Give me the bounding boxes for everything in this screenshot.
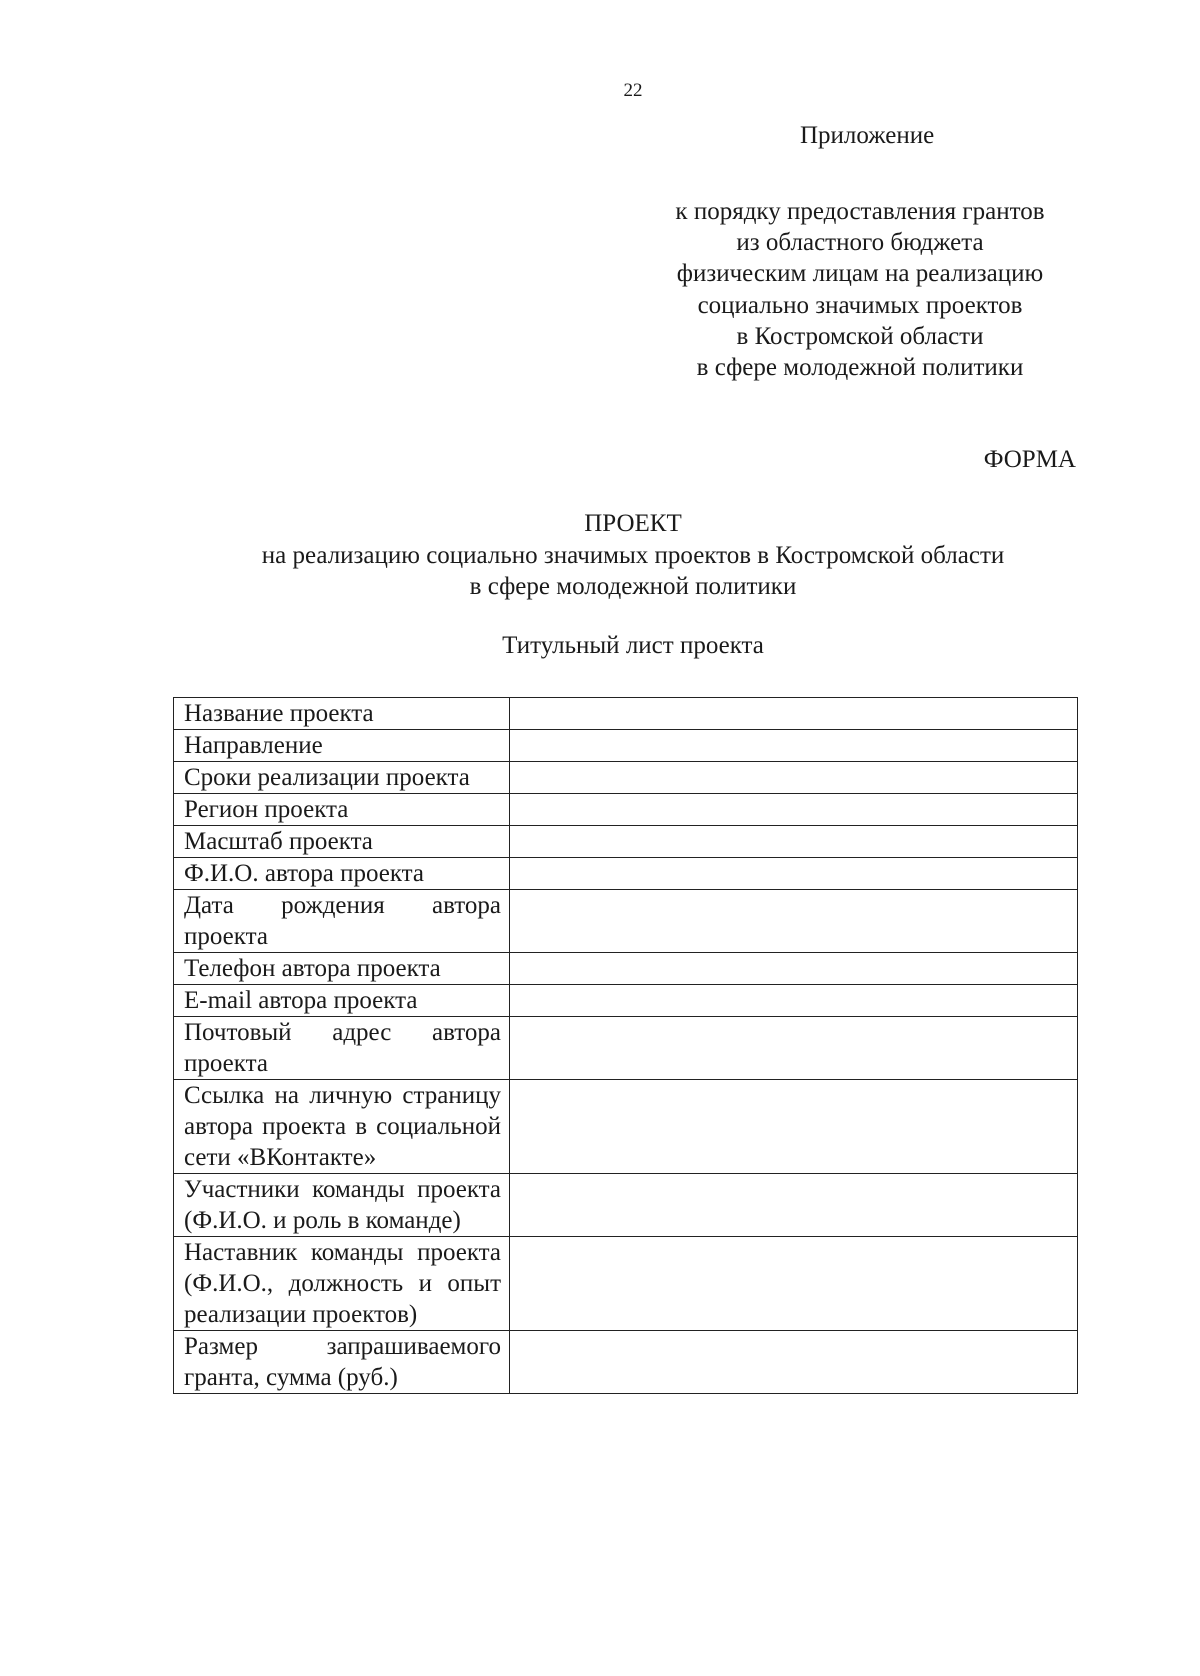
page-number: 22 [623, 80, 643, 101]
table-row [174, 762, 1078, 794]
row-value-cell[interactable] [510, 1174, 1078, 1237]
table-row [174, 730, 1078, 762]
row-value-cell[interactable] [510, 1237, 1078, 1331]
table-row [174, 858, 1078, 890]
row-label: Размер запрашиваемого гранта, сумма (руб.) [174, 1331, 510, 1394]
row-value-cell[interactable] [510, 794, 1078, 826]
row-value-cell[interactable] [510, 953, 1078, 985]
table-row [174, 826, 1078, 858]
row-value-cell[interactable] [510, 890, 1078, 953]
table-row [174, 1331, 1078, 1394]
heading-title: ПРОЕКТ [584, 510, 682, 537]
appendix-block [640, 196, 1080, 383]
row-label: Направление [174, 730, 510, 762]
appendix-title: Приложение [800, 122, 935, 149]
row-label: Участники команды проекта (Ф.И.О. и роль в команде) [174, 1174, 510, 1237]
row-label: Ссылка на личную страницу автора проекта в социальной сети «ВКонтакте» [174, 1080, 510, 1174]
row-label: Наставник команды проекта (Ф.И.О., должность и опыт реализации проектов) [174, 1237, 510, 1331]
row-value-cell[interactable] [510, 826, 1078, 858]
title-sheet-table [173, 697, 1078, 1394]
row-value-cell[interactable] [510, 698, 1078, 730]
row-label: Телефон автора проекта [174, 953, 510, 985]
row-label: Название проекта [174, 698, 510, 730]
row-label: Масштаб проекта [174, 826, 510, 858]
table-row [174, 1237, 1078, 1331]
table-row [174, 890, 1078, 953]
row-label: Дата рождения автора проекта [174, 890, 510, 953]
heading-line: в сфере молодежной политики [469, 573, 797, 600]
appendix-line: из областного бюджета [736, 229, 984, 257]
table-row [174, 985, 1078, 1017]
row-value-cell[interactable] [510, 1080, 1078, 1174]
row-label: Почтовый адрес автора проекта [174, 1017, 510, 1080]
table-row [174, 1080, 1078, 1174]
table-row [174, 1174, 1078, 1237]
appendix-line: социально значимых проектов [697, 291, 1023, 319]
appendix-line: к порядку предоставления грантов [675, 198, 1045, 225]
appendix-line: в сфере молодежной политики [696, 354, 1024, 382]
form-label: ФОРМА [983, 446, 1076, 473]
table-row [174, 698, 1078, 730]
row-label: Ф.И.О. автора проекта [174, 858, 510, 890]
row-value-cell[interactable] [510, 985, 1078, 1017]
table-row [174, 1017, 1078, 1080]
appendix-line: физическим лицам на реализацию [676, 260, 1044, 288]
table-row [174, 794, 1078, 826]
row-value-cell[interactable] [510, 730, 1078, 762]
row-value-cell[interactable] [510, 858, 1078, 890]
row-label: E-mail автора проекта [174, 985, 510, 1017]
row-value-cell[interactable] [510, 1331, 1078, 1394]
heading-line: на реализацию социально значимых проектов в Костромской области [261, 541, 1005, 569]
row-label: Сроки реализации проекта [174, 762, 510, 794]
row-label: Регион проекта [174, 794, 510, 826]
appendix-line: в Костромской области [736, 322, 984, 350]
document-heading [0, 508, 1200, 603]
table-caption: Титульный лист проекта [502, 632, 764, 659]
row-value-cell[interactable] [510, 762, 1078, 794]
row-value-cell[interactable] [510, 1017, 1078, 1080]
table-row [174, 953, 1078, 985]
